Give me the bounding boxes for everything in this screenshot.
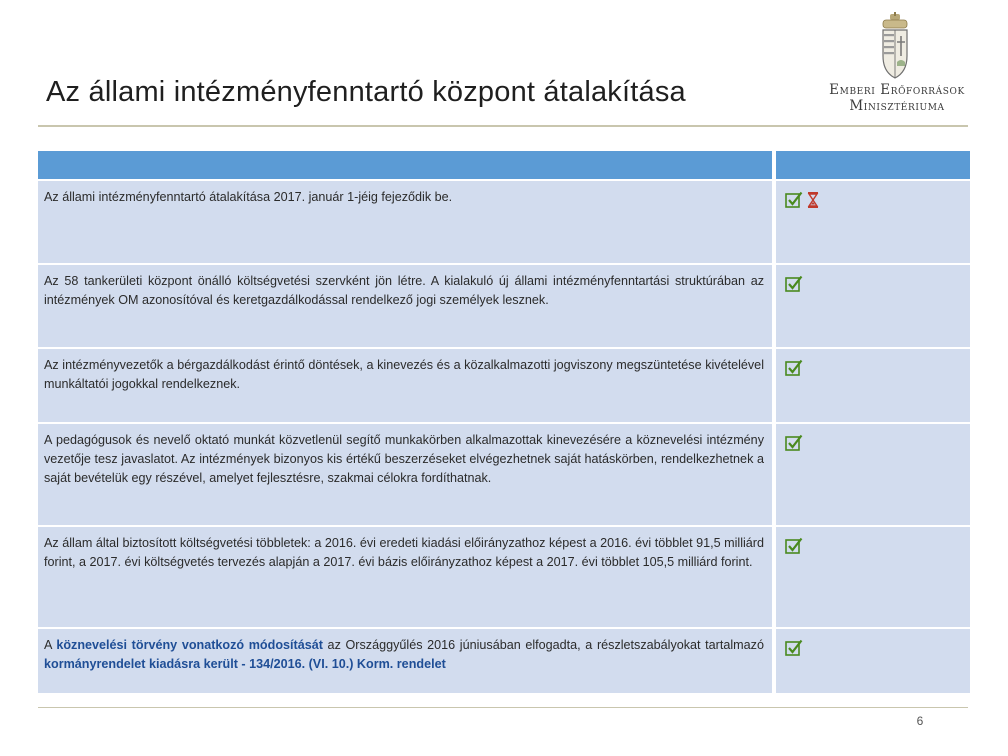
law-amendment-link[interactable]: köznevelési törvény vonatkozó módosítását	[56, 638, 323, 652]
row-status	[776, 424, 970, 525]
header-cell-status	[776, 151, 970, 179]
table-row	[38, 527, 970, 627]
table-row	[38, 629, 970, 693]
row-text: Az intézményvezetők a bérgazdálkodást érintő döntések, a kinevezés és a közalkalmazotti jogviszony megszüntetése kivételével munkáltatói jogokkal rendelkeznek.	[38, 349, 772, 422]
row-text: Az 58 tankerületi központ önálló költségvetési szervként jön létre. A kialakuló új állami intézményfenntartási struktúrában az intézmények OM azonosítóval és keretgazdálkodással rendelkező jogi személyek lesznek.	[38, 265, 772, 347]
row-status	[776, 349, 970, 422]
row-status	[776, 527, 970, 627]
page-number: 6	[916, 714, 924, 728]
ministry-logo	[822, 12, 972, 116]
table-row	[38, 349, 970, 422]
row-status	[776, 629, 970, 693]
government-decree-link[interactable]: kormányrendelet kiadásra került - 134/2016. (VI. 10.) Korm. rendelet	[44, 657, 446, 671]
header-cell-description	[38, 151, 772, 179]
checkbox-checked-icon	[785, 191, 803, 209]
table-row	[38, 181, 970, 263]
checkbox-checked-icon	[785, 639, 803, 657]
row-status	[776, 181, 970, 263]
checkbox-checked-icon	[785, 359, 803, 377]
hourglass-icon	[807, 191, 819, 209]
table-row	[38, 265, 970, 347]
row-text: A pedagógusok és nevelő oktató munkát közvetlenül segítő munkakörben alkalmazottak kinevezésére a köznevelési intézmény vezetője tesz javaslatot. Az intézmények bizonyos kis értékű beszerzéseket elvégezhetnek saját hatáskörben, rendelkezhetnek a saját bevételük egy részével, amelyet fejlesztésre, szakmai célokra fordíthatnak.	[38, 424, 772, 525]
row-text-part: az Országgyűlés 2016 júniusában elfogadta, a részletszabályokat tartalmazó	[322, 638, 764, 652]
footer-divider	[38, 707, 968, 708]
coat-of-arms-icon	[877, 12, 913, 82]
table-row	[38, 424, 970, 525]
status-table	[38, 151, 970, 693]
slide-title: Az állami intézményfenntartó központ átalakítása	[46, 76, 686, 108]
checkbox-checked-icon	[785, 275, 803, 293]
row-text	[38, 629, 772, 693]
table-header-row	[38, 151, 970, 179]
checkbox-checked-icon	[785, 537, 803, 555]
row-status	[776, 265, 970, 347]
logo-line-2: Minisztériuma	[849, 98, 945, 114]
logo-line-1: Emberi Erőforrások	[829, 82, 965, 98]
row-text: Az állami intézményfenntartó átalakítása 2017. január 1-jéig fejeződik be.	[38, 181, 772, 263]
row-text-part: A	[44, 638, 57, 652]
title-divider	[38, 125, 968, 127]
checkbox-checked-icon	[785, 434, 803, 452]
row-text: Az állam által biztosított költségvetési többletek: a 2016. évi eredeti kiadási előirányzathoz képest a 2016. évi többlet 91,5 milliárd forint, a 2017. évi költségvetés tervezés alapján a 2017. évi bázis előirányzathoz képest a 2017. évi többlet 105,5 milliárd forint.	[38, 527, 772, 627]
